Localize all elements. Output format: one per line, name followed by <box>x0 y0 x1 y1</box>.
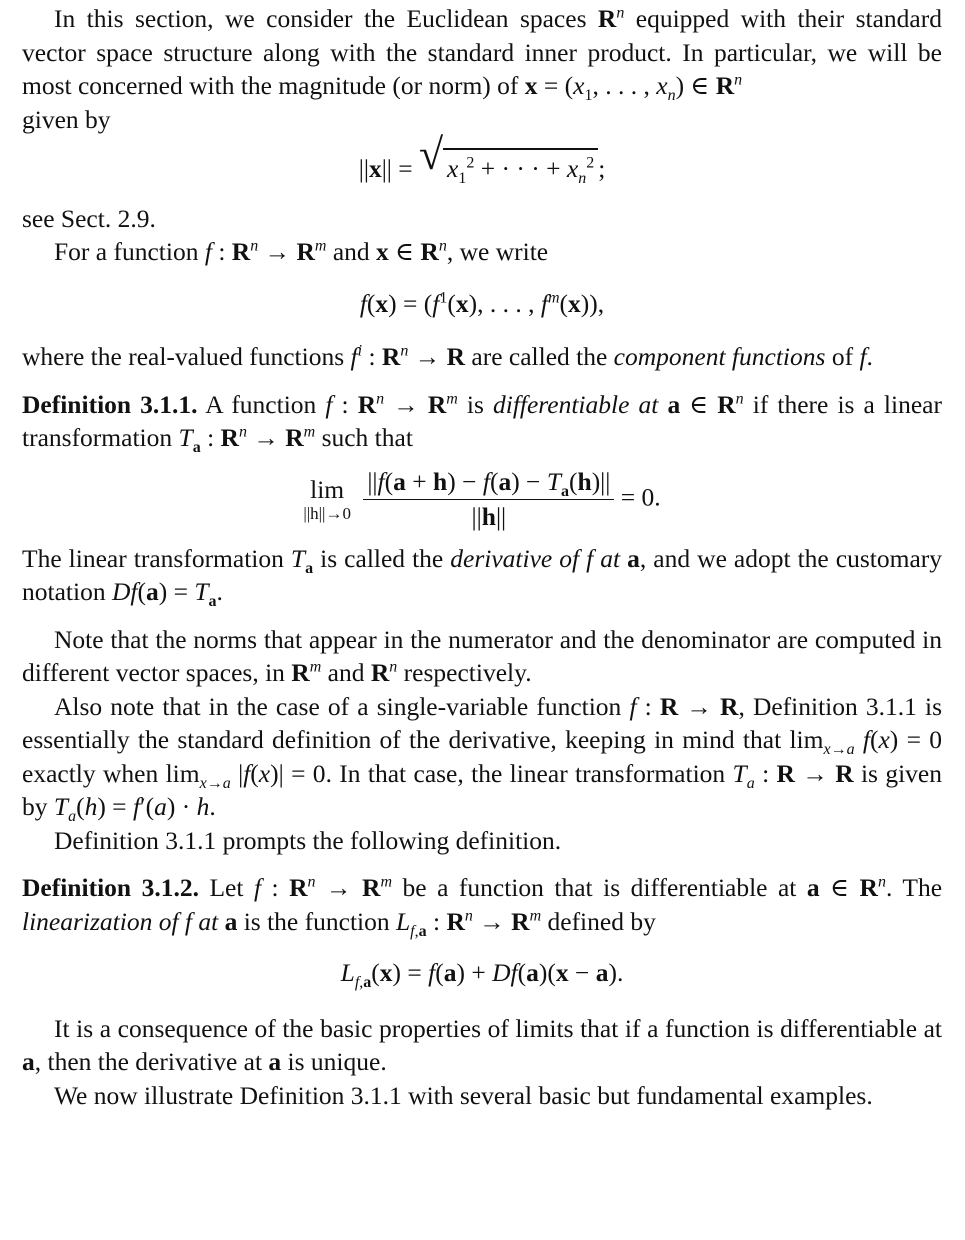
linearization-equation: $L_{f,a}(x) = f(a) + Df(a)(x - a)$. <box>340 958 624 992</box>
page-content <box>22 0 942 1112</box>
see-section: see Sect. 2.9. <box>22 203 156 233</box>
intro-paragraph: In this section, we consider the Euclidean spaces $R^n$ equipped with their standard vector space structure along with the standard inner product. In particular, we will be most concerned with the magnitude (or norm) of $x = (x_1$, . . . , $x_n$) ∈ $R^n$ given by <box>22 4 942 134</box>
definition-3-1-2: Definition 3.1.2. Let f : $R^n \to R^m$ be a function that is differentiable at a ∈ $R^n$. The linearization of f at a is the function $L_{f,a}$ : $R^n \to R^m$ defined by <box>22 873 943 940</box>
definition-3-1-1: Definition 3.1.1. A function f : $R^n \to R^m$ is differentiable at a ∈ $R^n$ if there is a linear transformation $T_a$ : $R^n \to R^m$ such that <box>22 389 942 457</box>
examples-paragraph: We now illustrate Definition 3.1.1 with several basic but fundamental examples. <box>54 1080 873 1110</box>
component-paragraph: where the real-valued functions $f^i$ : $R^n \to R$ are called the component functions of f. <box>22 342 873 371</box>
norms-paragraph: Note that the norms that appear in the numerator and the denominator are computed in different vector spaces, in $R^m$ and $R^n$ respectively. <box>22 624 942 687</box>
component-equation: $f(x) = (f^1(x)$, . . . , $f^m(x)$), <box>359 288 605 318</box>
limit-equation: lim ||h||→0 $\frac{||f(a + h) - f(a) - T_a(h)||}{||h||}$ = 0. <box>303 466 661 531</box>
prompt-paragraph: Definition 3.1.1 prompts the following definition. <box>54 825 562 855</box>
uniqueness-paragraph: It is a consequence of the basic properties of limits that if a function is differentiable at a, then the derivative at a is unique. <box>22 1013 942 1076</box>
function-paragraph: For a function f : $R^n \to R^m$ and x ∈ $R^n$, we write <box>54 237 549 266</box>
single-variable-paragraph: Also note that in the case of a single-variable function f : R → R, Definition 3.1.1 is essentially the standard definition of the derivative, keeping in mind that $\lim_{x\to a} f(x) = 0$ exactly when $\lim_{x\to a} |f(x)| = 0$. In that case, the linear transformation $T_a$ : R → R is given by $T_a(h) = f'(a) \cdot h$. <box>22 691 943 826</box>
derivative-paragraph: The linear transformation $T_a$ is called the derivative of f at a, and we adopt the customary notation $Df(a) = T_a$. <box>22 543 943 611</box>
limit-fraction: $\frac{||f(a + h) - f(a) - T_a(h)||}{||h||}$ <box>363 467 614 532</box>
limit-operator: lim ||h||→0 <box>303 475 351 523</box>
norm-equation: ||x|| = √ $x_1^2$ + · · · + $x_n^2$ ; <box>358 130 606 188</box>
